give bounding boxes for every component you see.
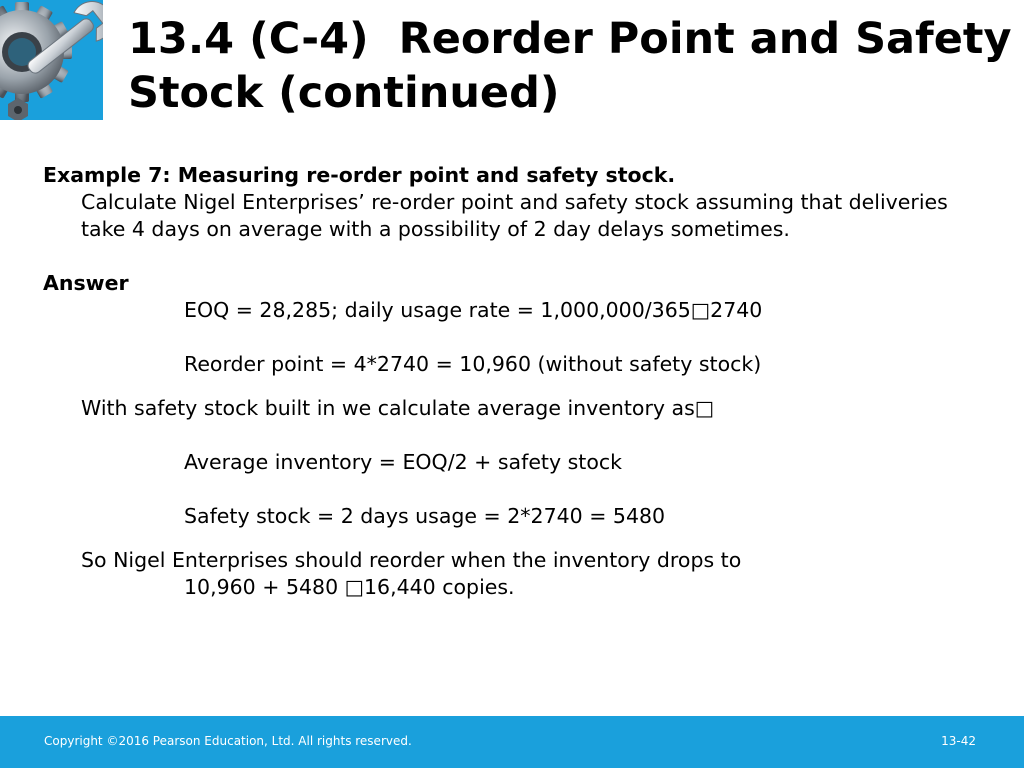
- example-heading: Example 7: Measuring re-order point and safety stock.: [43, 163, 676, 187]
- average-inventory-line: Average inventory = EOQ/2 + safety stock: [184, 450, 623, 474]
- example-text-line-2: take 4 days on average with a possibility of 2 day delays sometimes.: [81, 217, 790, 241]
- eoq-line: EOQ = 28,285; daily usage rate = 1,000,000/365□2740: [184, 298, 763, 322]
- conclusion-line-1: So Nigel Enterprises should reorder when the inventory drops to: [81, 548, 742, 572]
- safety-stock-line: Safety stock = 2 days usage = 2*2740 = 5480: [184, 504, 666, 528]
- slide-title: [128, 12, 1012, 120]
- safety-stock-intro: With safety stock built in we calculate average inventory as□: [81, 396, 715, 420]
- conclusion-line-2: 10,960 + 5480 □16,440 copies.: [184, 575, 515, 599]
- reorder-point-line: Reorder point = 4*2740 = 10,960 (without safety stock): [184, 352, 762, 376]
- slide-title-line-2: Stock (continued): [128, 68, 560, 118]
- footer-bar: [0, 716, 1024, 768]
- answer-heading: Answer: [43, 271, 129, 295]
- page-number: 13-42: [941, 734, 976, 748]
- gear-wrench-icon: [0, 0, 103, 120]
- example-text-line-1: Calculate Nigel Enterprises’ re-order point and safety stock assuming that deliveries: [81, 190, 948, 214]
- slide-title-line-1: 13.4 (C-4) Reorder Point and Safety: [128, 14, 1012, 64]
- copyright-text: Copyright ©2016 Pearson Education, Ltd. All rights reserved.: [44, 734, 412, 748]
- slide-body: [43, 162, 993, 601]
- logo: [0, 0, 103, 120]
